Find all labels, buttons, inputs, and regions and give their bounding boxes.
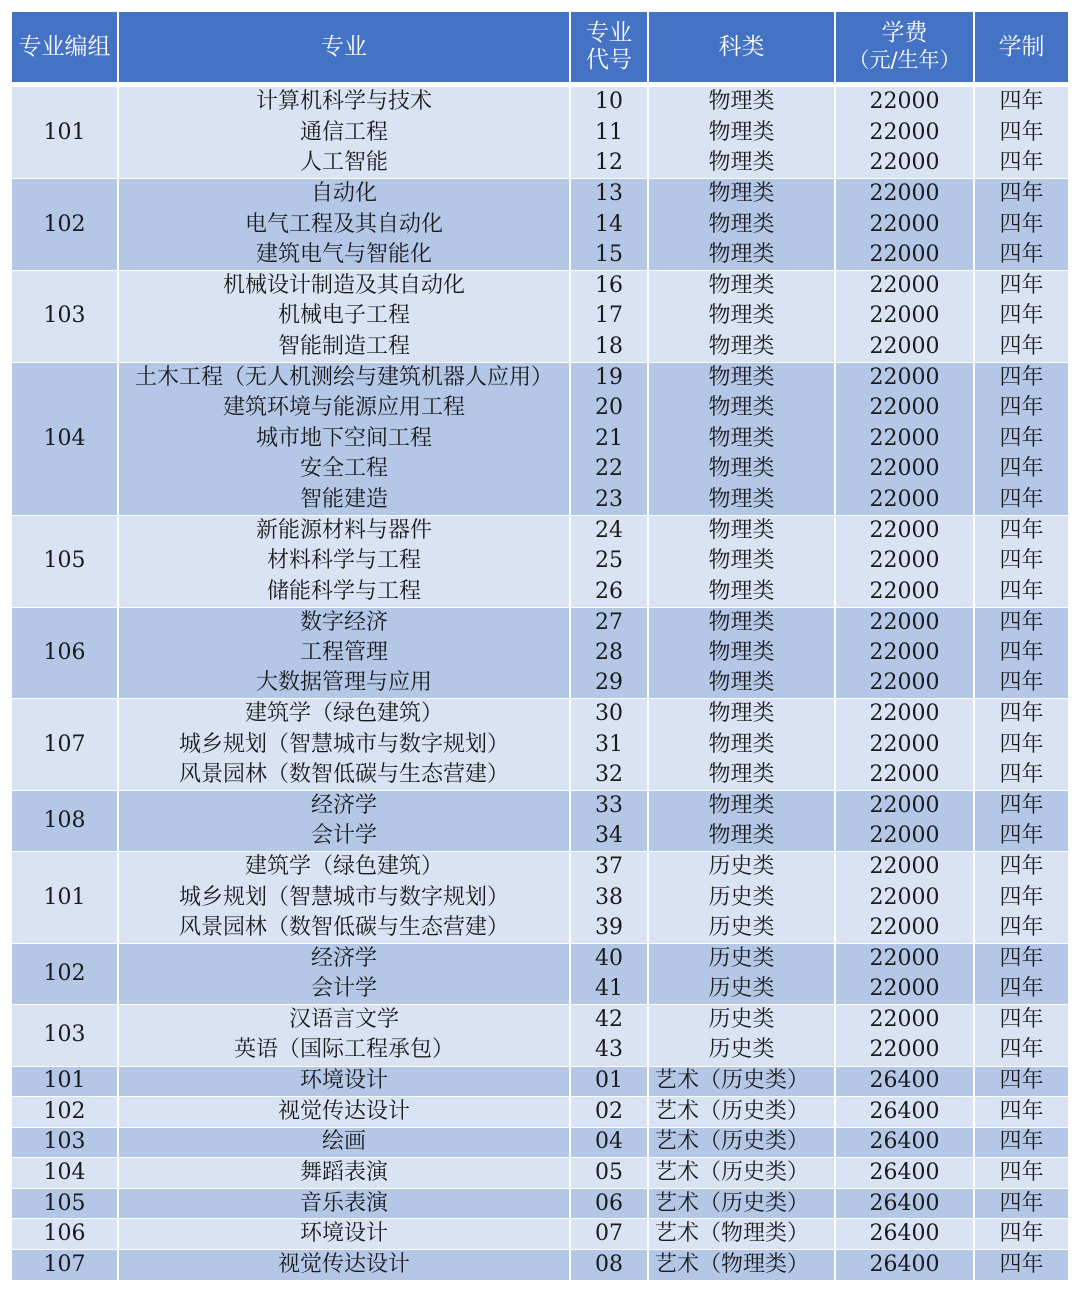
category-cell: 历史类 xyxy=(648,944,835,975)
category-cell: 物理类 xyxy=(648,699,835,730)
duration-cell: 四年 xyxy=(974,699,1068,730)
code-cell: 37 xyxy=(570,852,648,883)
code-cell: 40 xyxy=(570,944,648,975)
major-cell: 环境设计 xyxy=(118,1066,570,1097)
table-row xyxy=(12,240,1068,271)
fee-cell: 26400 xyxy=(835,1188,974,1219)
major-cell: 电气工程及其自动化 xyxy=(118,209,570,240)
duration-cell: 四年 xyxy=(974,485,1068,516)
fee-cell: 22000 xyxy=(835,974,974,1005)
table-row xyxy=(12,332,1068,363)
fee-cell: 26400 xyxy=(835,1158,974,1189)
fee-cell: 22000 xyxy=(835,209,974,240)
category-cell: 物理类 xyxy=(648,362,835,393)
table-row xyxy=(12,118,1068,149)
category-cell: 历史类 xyxy=(648,974,835,1005)
table-row xyxy=(12,882,1068,913)
table-row xyxy=(12,362,1068,393)
code-cell: 25 xyxy=(570,546,648,577)
table-row xyxy=(12,393,1068,424)
category-cell: 历史类 xyxy=(648,882,835,913)
category-cell: 物理类 xyxy=(648,209,835,240)
category-cell: 物理类 xyxy=(648,148,835,179)
fee-cell: 22000 xyxy=(835,882,974,913)
fee-cell: 22000 xyxy=(835,332,974,363)
major-cell: 音乐表演 xyxy=(118,1188,570,1219)
duration-cell: 四年 xyxy=(974,974,1068,1005)
fee-cell: 22000 xyxy=(835,607,974,638)
fee-cell: 22000 xyxy=(835,729,974,760)
table-header xyxy=(12,12,1068,87)
major-cell: 城乡规划（智慧城市与数字规划） xyxy=(118,729,570,760)
major-cell: 风景园林（数智低碳与生态营建） xyxy=(118,913,570,944)
table-row xyxy=(12,485,1068,516)
code-cell: 39 xyxy=(570,913,648,944)
code-cell: 06 xyxy=(570,1188,648,1219)
fee-cell: 26400 xyxy=(835,1250,974,1281)
duration-cell: 四年 xyxy=(974,87,1068,118)
category-cell: 艺术（历史类） xyxy=(648,1188,835,1219)
category-cell: 物理类 xyxy=(648,424,835,455)
duration-cell: 四年 xyxy=(974,1188,1068,1219)
major-cell: 自动化 xyxy=(118,179,570,210)
duration-cell: 四年 xyxy=(974,1097,1068,1128)
major-cell: 绘画 xyxy=(118,1127,570,1158)
group-cell: 105 xyxy=(12,515,118,607)
header-fee-line2: （元/生年） xyxy=(848,48,961,72)
group-cell: 103 xyxy=(12,271,118,363)
major-cell: 建筑学（绿色建筑） xyxy=(118,699,570,730)
table-row xyxy=(12,1097,1068,1128)
duration-cell: 四年 xyxy=(974,454,1068,485)
fee-cell: 26400 xyxy=(835,1097,974,1128)
table-row xyxy=(12,1035,1068,1066)
major-cell: 机械电子工程 xyxy=(118,301,570,332)
category-cell: 物理类 xyxy=(648,87,835,118)
category-cell: 物理类 xyxy=(648,577,835,608)
code-cell: 28 xyxy=(570,638,648,669)
major-cell: 建筑环境与能源应用工程 xyxy=(118,393,570,424)
category-cell: 物理类 xyxy=(648,485,835,516)
major-cell: 汉语言文学 xyxy=(118,1005,570,1036)
duration-cell: 四年 xyxy=(974,546,1068,577)
duration-cell: 四年 xyxy=(974,1066,1068,1097)
code-cell: 18 xyxy=(570,332,648,363)
duration-cell: 四年 xyxy=(974,852,1068,883)
category-cell: 物理类 xyxy=(648,791,835,822)
fee-cell: 26400 xyxy=(835,1219,974,1250)
code-cell: 11 xyxy=(570,118,648,149)
duration-cell: 四年 xyxy=(974,1005,1068,1036)
category-cell: 物理类 xyxy=(648,546,835,577)
table-body xyxy=(12,87,1068,1280)
code-cell: 22 xyxy=(570,454,648,485)
code-cell: 08 xyxy=(570,1250,648,1281)
code-cell: 19 xyxy=(570,362,648,393)
group-cell: 106 xyxy=(12,607,118,699)
group-cell: 102 xyxy=(12,179,118,271)
category-cell: 物理类 xyxy=(648,118,835,149)
category-cell: 物理类 xyxy=(648,668,835,699)
category-cell: 历史类 xyxy=(648,913,835,944)
major-cell: 会计学 xyxy=(118,974,570,1005)
category-cell: 历史类 xyxy=(648,1005,835,1036)
major-cell: 新能源材料与器件 xyxy=(118,515,570,546)
group-cell: 105 xyxy=(12,1188,118,1219)
table-row xyxy=(12,87,1068,118)
table-row xyxy=(12,546,1068,577)
fee-cell: 22000 xyxy=(835,1035,974,1066)
table-row xyxy=(12,913,1068,944)
admission-table xyxy=(12,12,1068,1280)
code-cell: 34 xyxy=(570,821,648,852)
major-cell: 经济学 xyxy=(118,791,570,822)
header-category: 科类 xyxy=(648,12,835,82)
table-row xyxy=(12,148,1068,179)
duration-cell: 四年 xyxy=(974,515,1068,546)
code-cell: 21 xyxy=(570,424,648,455)
code-cell: 16 xyxy=(570,271,648,302)
table-row xyxy=(12,760,1068,791)
table-row xyxy=(12,454,1068,485)
code-cell: 12 xyxy=(570,148,648,179)
group-cell: 103 xyxy=(12,1127,118,1158)
group-cell: 102 xyxy=(12,1097,118,1128)
duration-cell: 四年 xyxy=(974,271,1068,302)
duration-cell: 四年 xyxy=(974,362,1068,393)
fee-cell: 22000 xyxy=(835,148,974,179)
duration-cell: 四年 xyxy=(974,577,1068,608)
duration-cell: 四年 xyxy=(974,393,1068,424)
duration-cell: 四年 xyxy=(974,1158,1068,1189)
major-cell: 安全工程 xyxy=(118,454,570,485)
table-row xyxy=(12,1066,1068,1097)
header-duration: 学制 xyxy=(974,12,1068,82)
fee-cell: 22000 xyxy=(835,760,974,791)
table-row xyxy=(12,1188,1068,1219)
category-cell: 物理类 xyxy=(648,271,835,302)
duration-cell: 四年 xyxy=(974,1035,1068,1066)
major-cell: 城市地下空间工程 xyxy=(118,424,570,455)
fee-cell: 22000 xyxy=(835,301,974,332)
table-row xyxy=(12,515,1068,546)
fee-cell: 22000 xyxy=(835,699,974,730)
group-cell: 106 xyxy=(12,1219,118,1250)
code-cell: 04 xyxy=(570,1127,648,1158)
category-cell: 物理类 xyxy=(648,607,835,638)
category-cell: 历史类 xyxy=(648,852,835,883)
fee-cell: 22000 xyxy=(835,393,974,424)
table-row xyxy=(12,271,1068,302)
table-row xyxy=(12,852,1068,883)
category-cell: 物理类 xyxy=(648,454,835,485)
table-row xyxy=(12,179,1068,210)
header-group: 专业编组 xyxy=(12,12,118,82)
major-cell: 视觉传达设计 xyxy=(118,1097,570,1128)
fee-cell: 22000 xyxy=(835,791,974,822)
fee-cell: 22000 xyxy=(835,179,974,210)
fee-cell: 22000 xyxy=(835,454,974,485)
fee-cell: 22000 xyxy=(835,638,974,669)
duration-cell: 四年 xyxy=(974,821,1068,852)
major-cell: 材料科学与工程 xyxy=(118,546,570,577)
duration-cell: 四年 xyxy=(974,240,1068,271)
code-cell: 30 xyxy=(570,699,648,730)
fee-cell: 22000 xyxy=(835,240,974,271)
duration-cell: 四年 xyxy=(974,301,1068,332)
category-cell: 物理类 xyxy=(648,332,835,363)
code-cell: 02 xyxy=(570,1097,648,1128)
code-cell: 24 xyxy=(570,515,648,546)
fee-cell: 26400 xyxy=(835,1066,974,1097)
major-cell: 会计学 xyxy=(118,821,570,852)
major-cell: 智能建造 xyxy=(118,485,570,516)
group-cell: 104 xyxy=(12,1158,118,1189)
category-cell: 物理类 xyxy=(648,821,835,852)
fee-cell: 22000 xyxy=(835,546,974,577)
code-cell: 20 xyxy=(570,393,648,424)
code-cell: 29 xyxy=(570,668,648,699)
table-row xyxy=(12,1005,1068,1036)
group-cell: 103 xyxy=(12,1005,118,1066)
fee-cell: 22000 xyxy=(835,821,974,852)
code-cell: 05 xyxy=(570,1158,648,1189)
duration-cell: 四年 xyxy=(974,179,1068,210)
duration-cell: 四年 xyxy=(974,638,1068,669)
duration-cell: 四年 xyxy=(974,913,1068,944)
code-cell: 10 xyxy=(570,87,648,118)
group-cell: 107 xyxy=(12,1250,118,1281)
major-cell: 通信工程 xyxy=(118,118,570,149)
duration-cell: 四年 xyxy=(974,332,1068,363)
header-major: 专业 xyxy=(118,12,570,82)
table-row xyxy=(12,944,1068,975)
duration-cell: 四年 xyxy=(974,148,1068,179)
major-cell: 机械设计制造及其自动化 xyxy=(118,271,570,302)
major-cell: 大数据管理与应用 xyxy=(118,668,570,699)
major-cell: 储能科学与工程 xyxy=(118,577,570,608)
category-cell: 物理类 xyxy=(648,638,835,669)
code-cell: 01 xyxy=(570,1066,648,1097)
table-row xyxy=(12,699,1068,730)
major-cell: 建筑学（绿色建筑） xyxy=(118,852,570,883)
duration-cell: 四年 xyxy=(974,668,1068,699)
code-cell: 38 xyxy=(570,882,648,913)
fee-cell: 22000 xyxy=(835,118,974,149)
group-cell: 101 xyxy=(12,852,118,944)
duration-cell: 四年 xyxy=(974,1219,1068,1250)
category-cell: 艺术（历史类） xyxy=(648,1158,835,1189)
major-cell: 环境设计 xyxy=(118,1219,570,1250)
table-row xyxy=(12,638,1068,669)
group-cell: 107 xyxy=(12,699,118,791)
duration-cell: 四年 xyxy=(974,424,1068,455)
category-cell: 物理类 xyxy=(648,301,835,332)
table-row xyxy=(12,668,1068,699)
duration-cell: 四年 xyxy=(974,1250,1068,1281)
table-row xyxy=(12,1158,1068,1189)
category-cell: 艺术（历史类） xyxy=(648,1097,835,1128)
fee-cell: 22000 xyxy=(835,944,974,975)
group-cell: 101 xyxy=(12,1066,118,1097)
table-row xyxy=(12,577,1068,608)
fee-cell: 22000 xyxy=(835,577,974,608)
major-cell: 经济学 xyxy=(118,944,570,975)
major-cell: 智能制造工程 xyxy=(118,332,570,363)
header-code-line2: 代号 xyxy=(586,47,632,73)
table-row xyxy=(12,1250,1068,1281)
category-cell: 物理类 xyxy=(648,729,835,760)
code-cell: 42 xyxy=(570,1005,648,1036)
code-cell: 43 xyxy=(570,1035,648,1066)
group-cell: 108 xyxy=(12,791,118,852)
major-cell: 城乡规划（智慧城市与数字规划） xyxy=(118,882,570,913)
header-code-line1: 专业 xyxy=(586,20,632,46)
fee-cell: 26400 xyxy=(835,1127,974,1158)
duration-cell: 四年 xyxy=(974,882,1068,913)
category-cell: 物理类 xyxy=(648,240,835,271)
major-cell: 建筑电气与智能化 xyxy=(118,240,570,271)
table-row xyxy=(12,1127,1068,1158)
table-row xyxy=(12,424,1068,455)
fee-cell: 22000 xyxy=(835,668,974,699)
major-cell: 工程管理 xyxy=(118,638,570,669)
code-cell: 32 xyxy=(570,760,648,791)
code-cell: 07 xyxy=(570,1219,648,1250)
table-row xyxy=(12,301,1068,332)
table-row xyxy=(12,821,1068,852)
code-cell: 27 xyxy=(570,607,648,638)
group-cell: 101 xyxy=(12,87,118,179)
fee-cell: 22000 xyxy=(835,852,974,883)
code-cell: 15 xyxy=(570,240,648,271)
duration-cell: 四年 xyxy=(974,209,1068,240)
code-cell: 41 xyxy=(570,974,648,1005)
fee-cell: 22000 xyxy=(835,362,974,393)
major-cell: 视觉传达设计 xyxy=(118,1250,570,1281)
header-fee-line1: 学费 xyxy=(881,20,928,46)
duration-cell: 四年 xyxy=(974,760,1068,791)
category-cell: 艺术（物理类） xyxy=(648,1250,835,1281)
duration-cell: 四年 xyxy=(974,1127,1068,1158)
fee-cell: 22000 xyxy=(835,515,974,546)
fee-cell: 22000 xyxy=(835,1005,974,1036)
major-cell: 风景园林（数智低碳与生态营建） xyxy=(118,760,570,791)
code-cell: 23 xyxy=(570,485,648,516)
fee-cell: 22000 xyxy=(835,913,974,944)
fee-cell: 22000 xyxy=(835,271,974,302)
major-cell: 计算机科学与技术 xyxy=(118,87,570,118)
group-cell: 102 xyxy=(12,944,118,1005)
code-cell: 26 xyxy=(570,577,648,608)
group-cell: 104 xyxy=(12,362,118,515)
duration-cell: 四年 xyxy=(974,607,1068,638)
fee-cell: 22000 xyxy=(835,87,974,118)
duration-cell: 四年 xyxy=(974,791,1068,822)
fee-cell: 22000 xyxy=(835,424,974,455)
code-cell: 31 xyxy=(570,729,648,760)
category-cell: 艺术（历史类） xyxy=(648,1066,835,1097)
category-cell: 物理类 xyxy=(648,515,835,546)
code-cell: 13 xyxy=(570,179,648,210)
table-row xyxy=(12,791,1068,822)
category-cell: 艺术（历史类） xyxy=(648,1127,835,1158)
table-row xyxy=(12,607,1068,638)
major-cell: 舞蹈表演 xyxy=(118,1158,570,1189)
table-row xyxy=(12,729,1068,760)
header-code xyxy=(570,12,648,82)
table-row xyxy=(12,209,1068,240)
duration-cell: 四年 xyxy=(974,118,1068,149)
category-cell: 历史类 xyxy=(648,1035,835,1066)
category-cell: 物理类 xyxy=(648,760,835,791)
header-fee xyxy=(835,12,974,82)
major-cell: 土木工程（无人机测绘与建筑机器人应用） xyxy=(118,362,570,393)
major-cell: 数字经济 xyxy=(118,607,570,638)
code-cell: 14 xyxy=(570,209,648,240)
major-cell: 英语（国际工程承包） xyxy=(118,1035,570,1066)
duration-cell: 四年 xyxy=(974,944,1068,975)
table-row xyxy=(12,1219,1068,1250)
major-cell: 人工智能 xyxy=(118,148,570,179)
table-row xyxy=(12,974,1068,1005)
category-cell: 艺术（物理类） xyxy=(648,1219,835,1250)
code-cell: 33 xyxy=(570,791,648,822)
code-cell: 17 xyxy=(570,301,648,332)
category-cell: 物理类 xyxy=(648,179,835,210)
fee-cell: 22000 xyxy=(835,485,974,516)
duration-cell: 四年 xyxy=(974,729,1068,760)
category-cell: 物理类 xyxy=(648,393,835,424)
